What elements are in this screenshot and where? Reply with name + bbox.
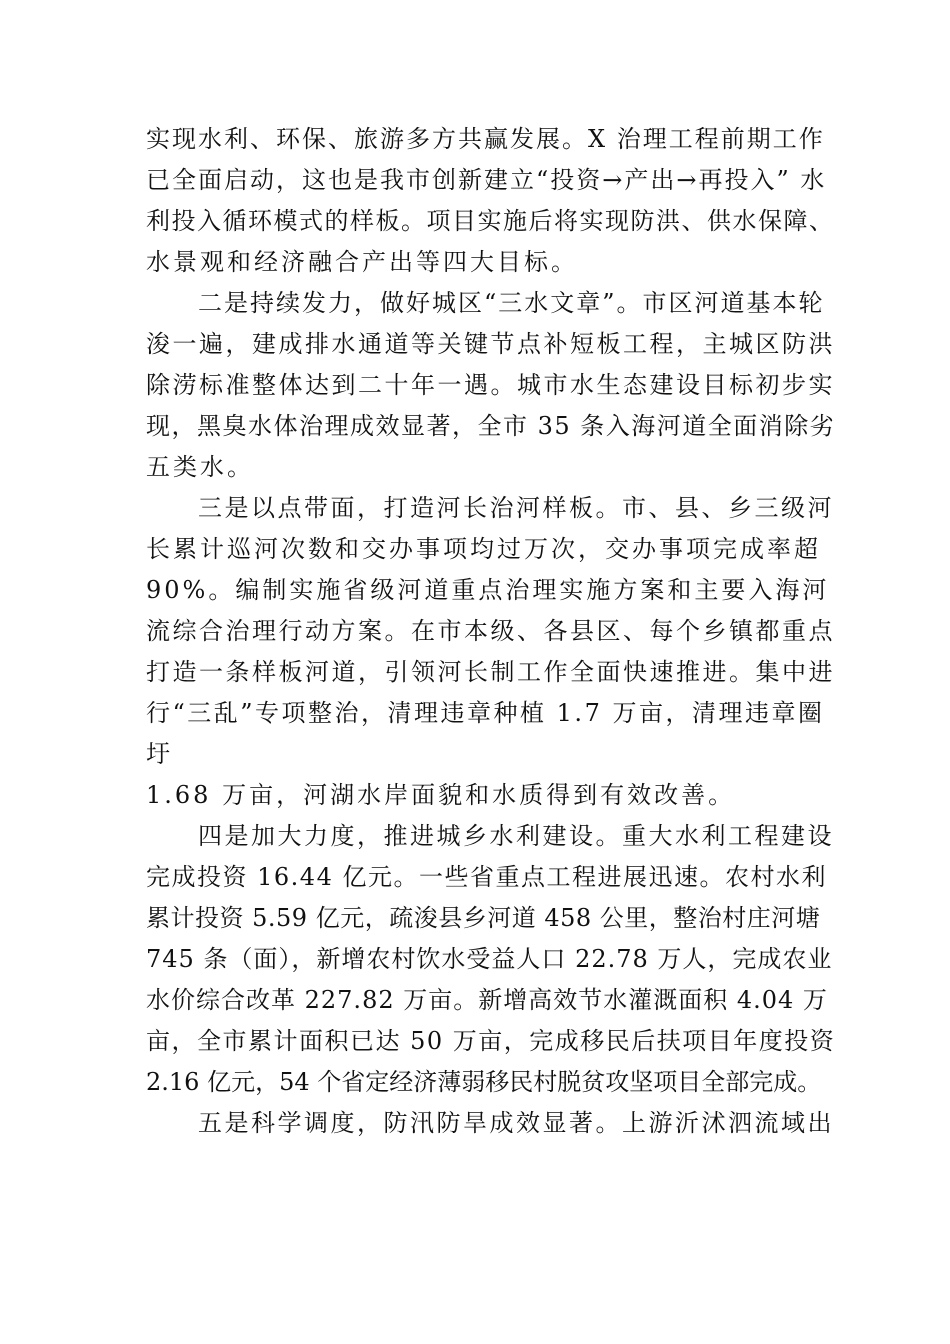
text-line: 浚一遍，建成排水通道等关键节点补短板工程，主城区防洪 bbox=[146, 330, 835, 358]
text-line: 90%。编制实施省级河道重点治理实施方案和主要入海河 bbox=[146, 576, 830, 604]
paragraph-start-line: 五是科学调度，防汛防旱成效显著。上游沂沭泗流域出 bbox=[198, 1109, 834, 1137]
text-line: 五类水。 bbox=[146, 453, 254, 481]
text-line: 完成投资 16.44 亿元。一些省重点工程进展迅速。农村水利 bbox=[146, 863, 827, 891]
text-line: 745 条（面），新增农村饮水受益人口 22.78 万人，完成农业 bbox=[146, 945, 833, 973]
text-line: 利投入循环模式的样板。项目实施后将实现防洪、供水保障、 bbox=[146, 207, 835, 235]
paragraph-start-line: 四是加大力度，推进城乡水利建设。重大水利工程建设 bbox=[198, 822, 834, 850]
text-line: 实现水利、环保、旅游多方共赢发展。X 治理工程前期工作 bbox=[146, 125, 825, 153]
text-line: 现，黑臭水体治理成效显著，全市 35 条入海河道全面消除劣 bbox=[146, 412, 836, 440]
text-line: 长累计巡河次数和交办事项均过万次，交办事项完成率超 bbox=[146, 535, 821, 563]
text-line: 1.68 万亩，河湖水岸面貌和水质得到有效改善。 bbox=[146, 781, 736, 809]
text-line: 累计投资 5.59 亿元，疏浚县乡河道 458 公里，整治村庄河塘 bbox=[146, 904, 821, 932]
text-line: 除涝标准整体达到二十年一遇。城市水生态建设目标初步实 bbox=[146, 371, 835, 399]
text-line: 水价综合改革 227.82 万亩。新增高效节水灌溉面积 4.04 万 bbox=[146, 986, 828, 1014]
text-line: 行“三乱”专项整治，清理违章种植 1.7 万亩，清理违章圈 bbox=[146, 699, 825, 727]
text-line: 2.16 亿元，54 个省定经济薄弱移民村脱贫攻坚项目全部完成。 bbox=[146, 1068, 822, 1096]
text-line: 已全面启动，这也是我市创新建立“投资→产出→再投入” 水 bbox=[146, 166, 827, 194]
text-line: 圩 bbox=[146, 740, 173, 768]
text-line: 流综合治理行动方案。在市本级、各县区、每个乡镇都重点 bbox=[146, 617, 835, 645]
text-line: 亩，全市累计面积已达 50 万亩，完成移民后扶项目年度投资 bbox=[146, 1027, 836, 1055]
text-line: 水景观和经济融合产出等四大目标。 bbox=[146, 248, 578, 276]
text-line: 打造一条样板河道，引领河长制工作全面快速推进。集中进 bbox=[146, 658, 835, 686]
paragraph-start-line: 二是持续发力，做好城区“三水文章”。市区河道基本轮 bbox=[198, 289, 825, 317]
paragraph-start-line: 三是以点带面，打造河长治河样板。市、县、乡三级河 bbox=[198, 494, 834, 522]
document-body bbox=[146, 119, 836, 1144]
